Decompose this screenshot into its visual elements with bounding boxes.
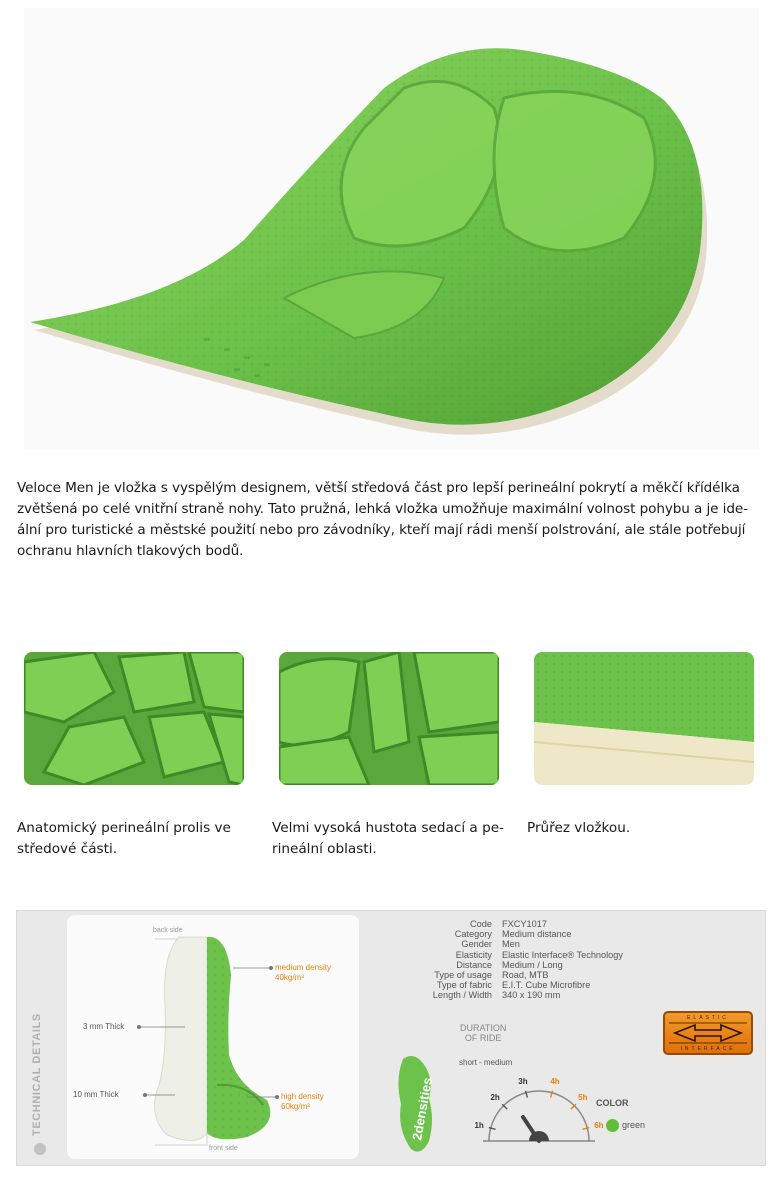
- color-label: COLOR: [596, 1098, 629, 1108]
- spec-value: Elastic Interface® Technology: [502, 949, 623, 960]
- spec-row: [412, 960, 623, 970]
- spec-row: [412, 939, 623, 949]
- spec-row: [412, 980, 623, 990]
- gauge-tick-label: 3h: [518, 1077, 528, 1087]
- spec-key: Gender: [461, 939, 492, 950]
- badge-bottom-text: INTERFACE: [680, 1046, 736, 1052]
- spec-value: Men: [502, 939, 520, 950]
- feature-image-perineal-recess: [24, 652, 244, 785]
- front-side-label: front side: [209, 1145, 238, 1152]
- description-line: Veloce Men je vložka s vyspělým designem, větší středová část pro lepší perineální pokrytí a měkčí křídélka: [17, 480, 740, 496]
- description-line: ální pro turistické a městské použití nebo pro závodníky, kteří mají rádi menší polstrování, ale stále potřebují: [17, 522, 746, 538]
- spec-value: FXCY1017: [502, 919, 547, 929]
- technical-details-panel: [16, 910, 766, 1166]
- feature-image-cross-section: [534, 652, 754, 785]
- feature-image-high-density: [279, 652, 499, 785]
- spec-key: Code: [470, 919, 492, 929]
- spec-table: [412, 919, 623, 1001]
- pad-density-diagram: [67, 915, 359, 1159]
- thick-3-label: 3 mm Thick: [83, 1022, 125, 1031]
- duration-gauge: [389, 1049, 689, 1159]
- spec-key: Elasticity: [455, 949, 492, 960]
- spec-row: [412, 990, 623, 1000]
- spec-value: 340 x 190 mm: [502, 990, 561, 1001]
- gauge-tick-label: 6h: [594, 1120, 604, 1130]
- gauge-tick-label: 2h: [490, 1093, 500, 1103]
- color-swatch: [606, 1119, 619, 1132]
- spec-key: Length / Width: [432, 990, 492, 1001]
- duration-line-2: OF RIDE: [464, 1033, 502, 1043]
- pad-cross-diagram: [67, 915, 359, 1159]
- color-name: green: [622, 1120, 646, 1130]
- high-density-label: high density: [281, 1092, 324, 1101]
- spec-key: Type of fabric: [436, 980, 492, 991]
- duration-range-label: short - medium: [459, 1058, 513, 1067]
- spec-key: Distance: [456, 959, 492, 970]
- caption-line: Průřez vložkou.: [527, 820, 631, 836]
- caption-line: rineální oblasti.: [272, 841, 377, 857]
- high-density-value: 60kg/m³: [281, 1102, 310, 1111]
- thick-10-label: 10 mm Thick: [73, 1090, 119, 1099]
- spec-key: Category: [454, 929, 492, 940]
- feature-caption: [17, 818, 231, 860]
- spec-row: [412, 950, 623, 960]
- spec-row: [412, 919, 623, 929]
- caption-line: Anatomický perineální prolis ve: [17, 820, 231, 836]
- caption-line: středové části.: [17, 841, 118, 857]
- gauge-tick-label: 5h: [578, 1093, 588, 1103]
- spec-value: E.I.T. Cube Microfibre: [502, 980, 591, 991]
- feature-caption: [527, 818, 630, 839]
- duration-title: [460, 1023, 506, 1043]
- spec-key: Type of usage: [434, 970, 492, 981]
- product-description: [17, 478, 762, 562]
- gauge-tick-label: 4h: [550, 1077, 560, 1087]
- feature-caption: [272, 818, 504, 860]
- gauge-ticks: [474, 1077, 603, 1130]
- medium-density-value: 40kg/m³: [275, 973, 304, 982]
- badge-top-text: ELASTIC: [687, 1015, 729, 1021]
- spec-row: [412, 970, 623, 980]
- densities-badge-text: 2densities: [409, 1076, 435, 1142]
- spec-value: Medium / Long: [502, 959, 563, 970]
- medium-density-label: medium density: [275, 963, 332, 972]
- spec-value: Road, MTB: [502, 970, 549, 981]
- description-line: ochranu hlavních tlakových bodů.: [17, 543, 244, 559]
- description-line: zvětšená po celé vnitřní straně nohy. Tato pružná, lehká vložka umožňuje maximální volnost pohybu a je ide-: [17, 501, 748, 517]
- caption-line: Velmi vysoká hustota sedací a pe-: [272, 820, 504, 836]
- gauge-tick-label: 1h: [474, 1120, 484, 1130]
- duration-line-1: DURATION: [460, 1023, 507, 1033]
- technical-details-label: TECHNICAL DETAILS: [31, 1013, 43, 1136]
- chamois-pad-hero-image: [24, 8, 759, 450]
- spec-row: [412, 929, 623, 939]
- back-side-label: back side: [153, 927, 183, 934]
- spec-value: Medium distance: [502, 929, 572, 940]
- info-dot-icon: [34, 1143, 46, 1155]
